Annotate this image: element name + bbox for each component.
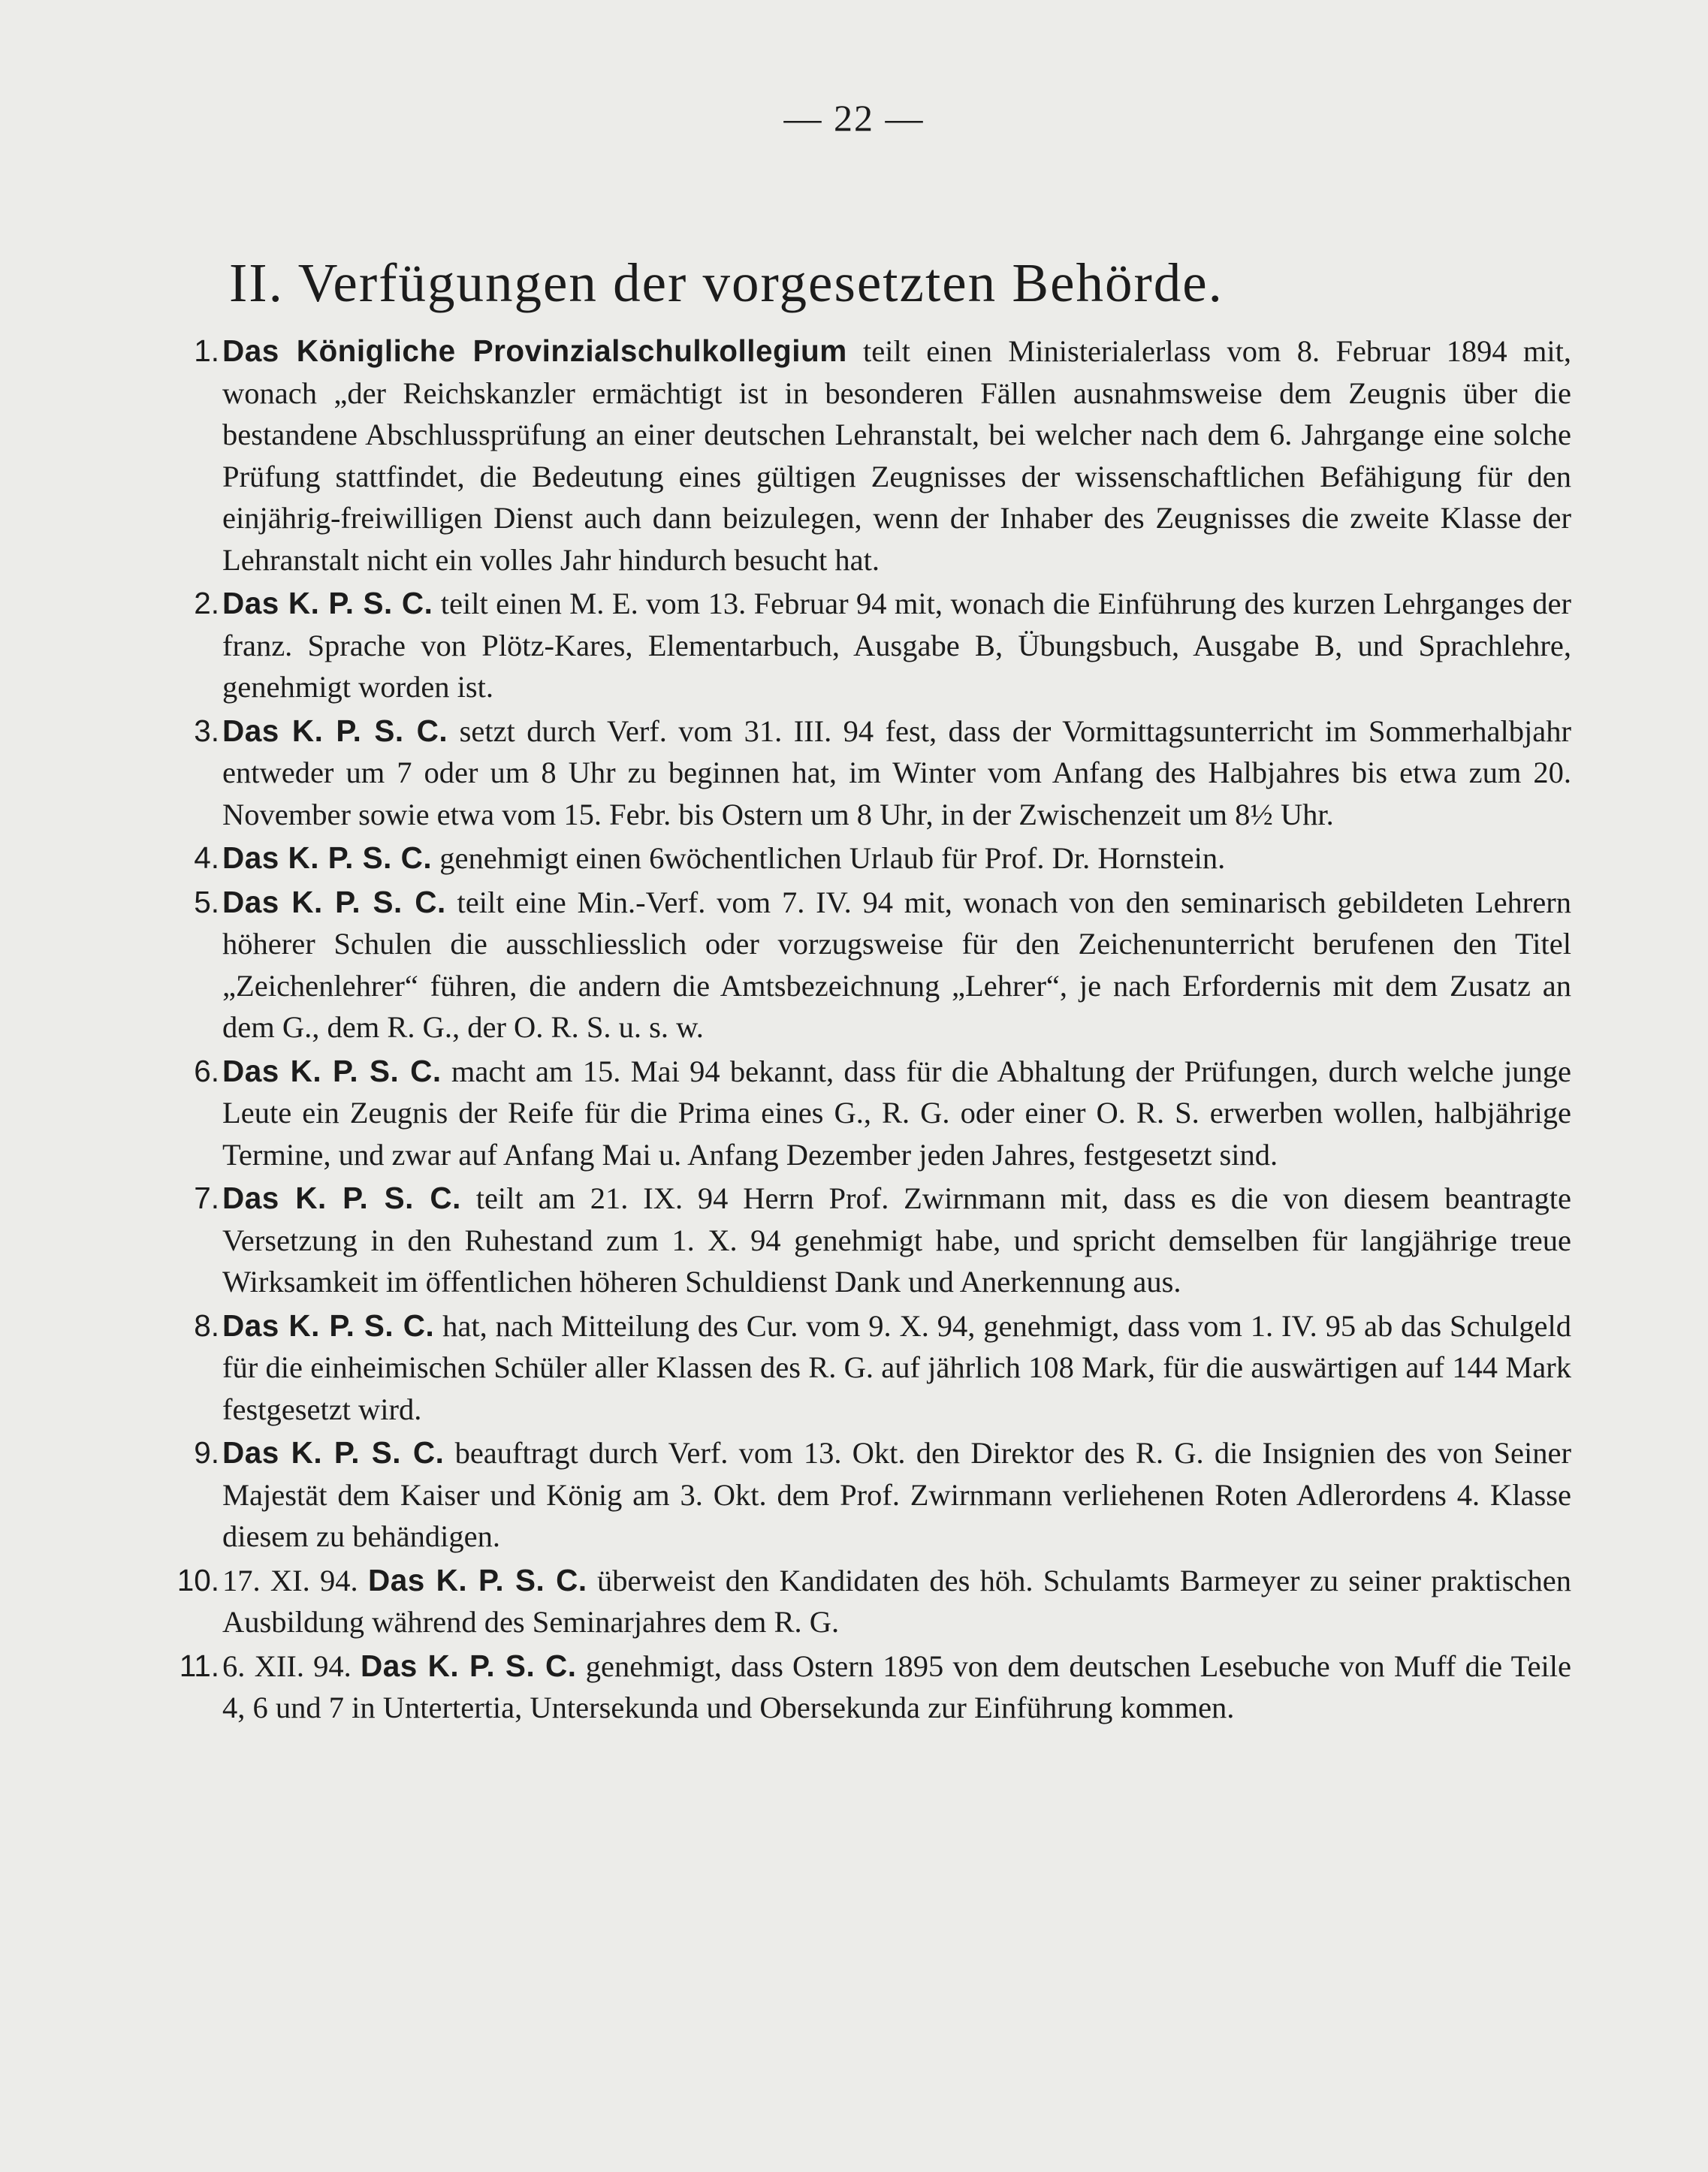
item-authority: Das K. P. S. C. [367,1562,587,1597]
decree-item-3 [174,710,1571,836]
item-authority: Das Königliche Provinzialschulkollegium [222,333,847,368]
decree-item-10 [174,1560,1571,1643]
item-text: genehmigt einen 6wöchentlichen Urlaub für Prof. Dr. Hornstein. [432,841,1226,875]
item-number: 9. [194,1435,219,1470]
decree-item-2 [174,583,1571,708]
page-number: — 22 — [783,97,925,139]
item-text: hat, nach Mitteilung des Cur. vom 9. X. 94, genehmigt, dass vom 1. IV. 95 ab das Schulgeld für die einheimischen Schüler aller Klassen des R. G. auf jährlich 108 Mark, für die auswärtigen auf 144 Mark festgesetzt wird. [222,1308,1571,1426]
item-date: 17. XI. 94. [222,1563,368,1597]
item-number: 5. [194,884,219,919]
section-title: II. Verfügungen der vorgesetzten Behörde. [229,252,1224,313]
item-number: 11. [179,1648,219,1683]
item-authority: Das K. P. S. C. [222,1053,442,1088]
decree-item-8 [174,1305,1571,1431]
item-text: setzt durch Verf. vom 31. III. 94 fest, dass der Vormittagsunterricht im Sommerhalbjahr entweder um 7 oder um 8 Uhr zu beginnen hat, im Winter vom Anfang des Halbjahres bis etwa zum 20. November sowie etwa vom 15. Febr. bis Ostern um 8 Uhr, in der Zwischenzeit um 8½ Uhr. [222,713,1571,831]
decree-item-7 [174,1178,1571,1303]
item-number: 8. [194,1308,219,1343]
item-authority: Das K. P. S. C. [222,884,446,919]
item-authority: Das K. P. S. C. [222,713,448,748]
item-authority: Das K. P. S. C. [222,1435,445,1470]
decree-item-5 [174,882,1571,1048]
item-number: 2. [194,586,219,620]
item-number: 6. [194,1053,219,1088]
item-text: teilt einen M. E. vom 13. Februar 94 mit, wonach die Einführung des kurzen Lehrganges der franz. Sprache von Plötz-Kares, Elementarbuch, Ausgabe B, Übungsbuch, Ausgabe B, und Sprachlehre, genehmigt worden ist. [222,587,1571,704]
item-text: überweist den Kandidaten des höh. Schulamts Barmeyer zu seiner praktischen Ausbildung während des Seminarjahres dem R. G. [222,1563,1571,1639]
item-number: 1. [194,333,219,368]
item-text: beauftragt durch Verf. vom 13. Okt. den Direktor des R. G. die Insignien des von Seiner Majestät dem Kaiser und König am 3. Okt. dem Prof. Zwirnmann verliehenen Roten Adlerordens 4. Klasse diesem zu behändigen. [222,1436,1571,1553]
item-text: teilt am 21. IX. 94 Herrn Prof. Zwirnmann mit, dass es die von diesem beantragte Versetzung in den Ruhestand zum 1. X. 94 genehmigt habe, und spricht demselben für langjährige treue Wirksamkeit im öffentlichen höheren Schuldienst Dank und Anerkennung aus. [222,1181,1571,1299]
item-authority: Das K. P. S. C. [222,1181,461,1215]
decree-item-11 [174,1646,1571,1729]
item-number: 7. [194,1181,219,1215]
item-authority: Das K. P. S. C. [222,586,433,620]
decree-item-9 [174,1432,1571,1558]
item-authority: Das K. P. S. C. [222,1308,435,1343]
item-text: genehmigt, dass Ostern 1895 von dem deutschen Lesebuche von Muff die Teile 4, 6 und 7 in Untertertia, Untersekunda und Obersekunda zur Einführung kommen. [222,1649,1571,1724]
item-authority: Das K. P. S. C. [361,1648,577,1683]
item-number: 4. [194,840,219,875]
decree-item-1 [174,330,1571,581]
decree-list [174,330,1571,1731]
item-text: macht am 15. Mai 94 bekannt, dass für die Abhaltung der Prüfungen, durch welche junge Leute ein Zeugnis der Reife für die Prima eines G., R. G. oder einer O. R. S. erwerben wollen, halbjährige Termine, und zwar auf Anfang Mai u. Anfang Dezember jeden Jahres, festgesetzt sind. [222,1054,1571,1172]
item-authority: Das K. P. S. C. [222,840,433,875]
item-text: teilt eine Min.-Verf. vom 7. IV. 94 mit, wonach von den seminarisch gebildeten Lehrern höherer Schulen die ausschliesslich oder vorzugsweise für den Zeichenunterricht berufenen den Titel „Zeichenlehrer“ führen, die andern die Amtsbezeichnung „Lehrer“, je nach Erfordernis mit dem Zusatz an dem G., dem R. G., der O. R. S. u. s. w. [222,885,1571,1044]
decree-item-4 [174,837,1571,879]
item-number: 3. [194,713,219,748]
decree-item-6 [174,1051,1571,1176]
item-text: teilt einen Ministerialerlass vom 8. Februar 1894 mit, wonach „der Reichskanzler ermächtigt ist in besonderen Fällen ausnahmsweise dem Zeugnis über die bestandene Abschlussprüfung an einer deutschen Lehranstalt, bei welcher nach dem 6. Jahrgange eine solche Prüfung stattfindet, die Bedeutung eines gültigen Zeugnisses der wissenschaftlichen Befähigung für den einjährig-freiwilligen Dienst auch dann beizulegen, wenn der Inhaber des Zeugnisses die zweite Klasse der Lehranstalt nicht ein volles Jahr hindurch besucht hat. [222,334,1571,577]
item-date: 6. XII. 94. [222,1649,361,1683]
item-number: 10. [177,1562,219,1597]
